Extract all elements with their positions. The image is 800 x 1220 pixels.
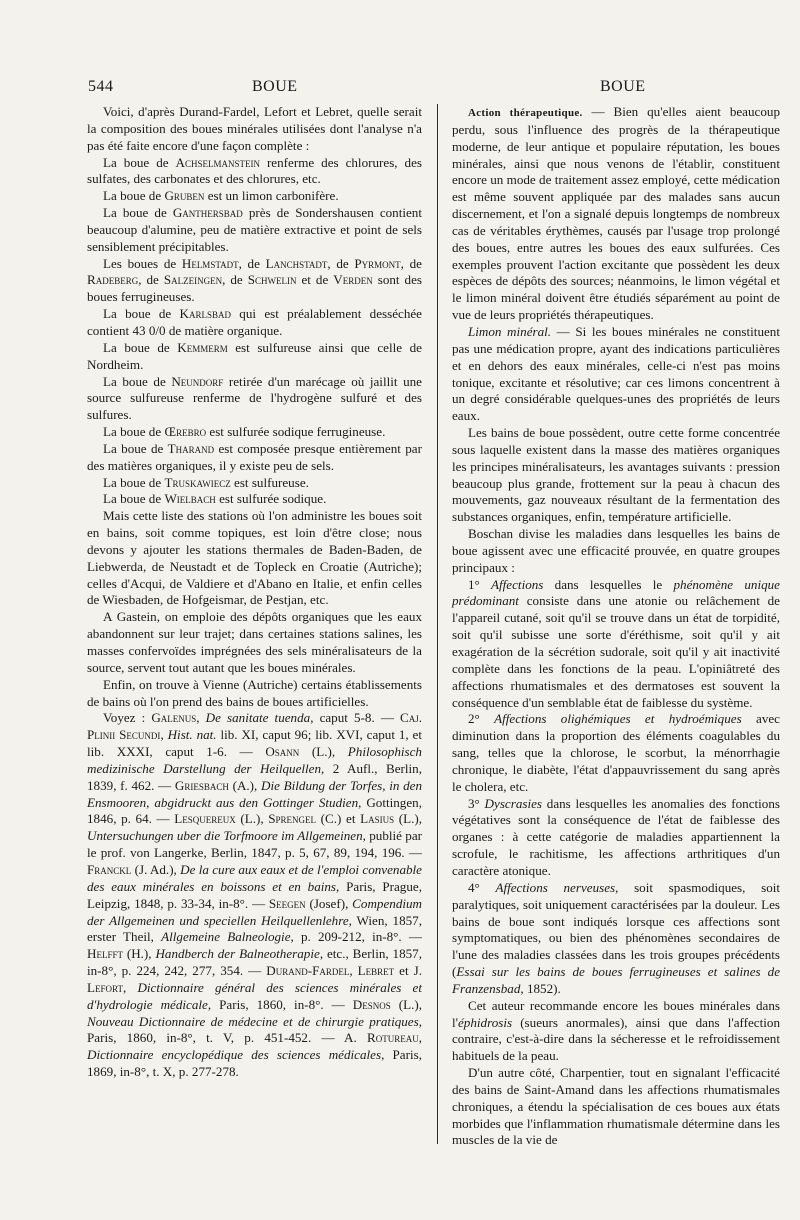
intro-paragraph: Voici, d'après Durand-Fardel, Lefort et Lebret, quelle serait la composition des boues minérales utilisées dont l'analyse n'a pas été faite encore d'une façon complète : [87, 104, 422, 153]
station-name: Karlsbad [179, 306, 231, 322]
group-1: 1° Affections dans lesquelles le phénomène unique prédominant consiste dans une atonie ou relâchement de l'appareil cutané, soit qu'il se trouve dans un état de torpidité, soit qu'il subisse une sorte d'éréthisme, soit qu'il y ait exagération de la sécrétion sudorale, soit qu'il y ait inactivité complète dans les fonctions de la peau. L'opiniâtreté des affections rhumatismales et des dermatoses est souvent la conséquence d'un semblable état de faiblesse du système. [452, 576, 780, 710]
paragraph-charpentier: D'un autre côté, Charpentier, tout en signalant l'efficacité des bains de Saint-Amand dans les affections rhumatismales chroniques, a étendu la spécialisation de ces boues aux états morbides que l'inflammation rhumatismale détermine dans les muscles de la vie de [452, 1065, 780, 1148]
list-item: La boue de Ganthersbad près de Sondershausen contient beaucoup d'alumine, peu de matière extractive et point de sels sensiblement précipitables. [87, 205, 422, 254]
station-name: Schwelin [247, 272, 297, 288]
paragraph-gastein: A Gastein, on emploie des dépôts organiques que les eaux abandonnent sur leur trajet; dans certaines stations salines, les masses confervoïdes imprégnées des sels minéralisateurs de la source, servent tout autant que les boues minérales. [87, 609, 422, 675]
group-3: 3° Dyscrasies dans lesquelles les anomalies des fonctions végétatives sont la conséquence de l'état de faiblesse des organes : à cette catégorie de maladies appartiennent la scrofule, le rachitisme, les affections arthritiques d'un caractère atonique. [452, 795, 780, 878]
list-item: La boue de Wielbach est sulfurée sodique. [103, 491, 327, 507]
station-name: Helmstadt, [181, 255, 248, 271]
list-item: La boue de Tharand est composée presque entièrement par des matières organiques, il y existe peu de sels. [87, 440, 422, 473]
paragraph-limon: Limon minéral. — Si les boues minérales ne constituent pas une médication propre, ayant des indications particulières et en dehors des eaux minérales, celle-ci n'est pas moins tonique, excitante et résolutive; car ces limons concentrent à un degré considérable quelques-unes des propriétés de leurs eaux. [452, 323, 780, 424]
list-item: La boue de Achselmanstein renferme des chlorures, des sulfates, des carbonates et des chlorures, etc. [87, 154, 422, 187]
station-name: Radeberg [87, 272, 139, 288]
paragraph-bains: Les bains de boue possèdent, outre cette forme concentrée sous laquelle existent dans la masse des matières organiques les principes minéralisateurs, les avantages suivants : pression beaucoup plus grande, frottement sur la peau à chacun des mouvements, gaz nouveaux résultant de la fermentation des substances organiques, enfin, température artificielle. [452, 425, 780, 525]
station-name: Achselmanstein [175, 154, 260, 170]
column-divider [437, 104, 438, 1144]
list-item: La boue de Neundorf retirée d'un marécage où jaillit une source sulfureuse renferme de l'hydrogène sulfuré et des sulfures. [87, 373, 422, 423]
station-name: Salzeingen [163, 272, 223, 288]
list-item: La boue de Karlsbad qui est préalablement desséchée contient 43 0/0 de matière organique. [87, 306, 422, 338]
list-item: Les boues de Helmstadt, de Lanchstadt, de Pyrmont, de Radeberg, de Salzeingen, de Schwelin et de Verden sont des boues ferrugineuses. [87, 255, 422, 305]
left-column [87, 104, 422, 1081]
paragraph-vienne: Enfin, on trouve à Vienne (Autriche) certains établissements de bains où l'on prend des bains de boues artificielles. [87, 676, 422, 709]
page-number: 544 [88, 78, 114, 95]
station-name: Neundorf [171, 373, 224, 389]
paragraph-auteur: Cet auteur recommande encore les boues minérales dans l'éphidrosis (sueurs anormales), ainsi que dans l'affection contraire, c'est-à-dire dans la sécheresse et le refroidissement habituels de la peau. [452, 997, 780, 1064]
station-name: Lanchstadt [265, 255, 328, 271]
station-name: Ganthersbad [172, 205, 243, 221]
right-column [452, 104, 780, 1149]
paragraph-boschan: Boschan divise les maladies dans lesquelles les bains de boue agissent avec une efficacité prouvée, en quatre groupes principaux : [452, 526, 780, 575]
station-name: Pyrmont [354, 255, 401, 271]
paragraph-action: Action thérapeutique. — Bien qu'elles aient beaucoup perdu, sous l'influence des progrès de la thérapeutique moderne, de leur antique et populaire réputation, les boues minérales, ainsi que nous venons de l'établir, constituent encore un mode de traitement assez employé, cette médication est même souvent appliquée par des malades sans aucun discernement, et l'on a signalé depuis longtemps de nombreux cas de véritables érythèmes, causés par l'usage trop prolongé des boues, entre autres les boues des eaux sulfurées. Ces exemples prouvent l'action excitante que possèdent les deux espèces de dépôts des sources; néanmoins, le limon végétal et le limon minéral doivent être étudiés séparément au point de vue de leurs propriétés thérapeutiques. [452, 104, 780, 323]
right-running-title: BOUE [600, 78, 646, 95]
bibliography: Voyez : Galenus, De sanitate tuenda, caput 5-8. — Caj. Plinii Secundi, Hist. nat. lib. XI, caput 96; lib. XVI, caput 1, et lib. XXXI, caput 1-6. — Osann (L.), Philosophisch medizinische Darstellung der Heilquellen, 2 Aufl., Berlin, 1839, f. 462. — Griesbach (A.), Die Bildung der Torfes, in den Ensmooren, abgidruckt aus den Gottinger Studien, Gottingen, 1846, p. 64. — Lesquereux (L.), Sprengel (C.) et Lasius (L.), Untersuchungen uber die Torfmoore im Allgemeinen, publié par le prof. von Langerke, Berlin, 1847, p. 5, 67, 89, 194, 196. — Franckl (J. Ad.), De la cure aux eaux et de l'emploi convenable des eaux minérales en boissons et en bains, Paris, Prague, Leipzig, 1848, p. 33-34, in-8°. — Seegen (Josef), Compendium der Allgemeinen und speciellen Heilquellenlehre, Wien, 1857, erster Theil, Allgemeine Balneologie, p. 209-212, in-8°. — Helfft (H.), Handberch der Balneotherapie, etc., Berlin, 1857, in-8°, p. 224, 242, 277, 354. — Durand-Fardel, Lebret et J. Lefort, Dictionnaire général des sciences minérales et d'hydrologie médicale, Paris, 1860, in-8°. — Desnos (L.), Nouveau Dictionnaire de médecine et de chirurgie pratiques, Paris, 1860, in-8°, t. V, p. 451-452. — A. Rotureau, Dictionnaire encyclopédique des sciences médicales, Paris, 1869, in-8°, t. X, p. 277-278. [87, 710, 423, 1080]
group-4: 4° Affections nerveuses, soit spasmodiques, soit paralytiques, soit uniquement caractérisées par la douleur. Les bains de boue sont indiqués lorsque ces affections sont symptomatiques, ou bien des phénomènes secondaires de l'une des maladies classées dans les trois groupes précédents (Essai sur les bains de boues ferrugineuses et salines de Franzensbad, 1852). [452, 879, 781, 996]
station-name: Verden [333, 272, 373, 288]
list-item: La boue de Gruben est un limon carbonifère. [103, 188, 339, 204]
station-name: Kemmerm [177, 339, 228, 355]
station-name: Gruben [164, 188, 205, 204]
section-heading: Limon minéral. [468, 323, 552, 339]
list-item: La boue de Kemmerm est sulfureuse ainsi que celle de Nordheim. [87, 339, 422, 372]
station-name: Wielbach [164, 491, 216, 507]
left-running-title: BOUE [252, 78, 298, 95]
paragraph-stations: Mais cette liste des stations où l'on administre les boues soit en bains, soit comme topiques, est loin d'être close; nous devons y ajouter les stations thermales de Baden-Baden, de Liebwerda, de Neustadt et de Topleck en Croatie (Autriche); celles d'Acqui, de Valdiere et d'Abano en Italie, et enfin celles de Wiesbaden, de Hofgeismar, de Pestjan, etc. [87, 508, 422, 608]
station-name: Truskawiecz [164, 474, 231, 490]
list-item: La boue de Truskawiecz est sulfureuse. [103, 474, 309, 490]
group-2: 2° Affections olighémiques et hydroémiques avec diminution dans la proportion des éléments coagulables du sang, telles que la chlorose, le scorbut, la ménorrhagie chronique, le diabète, l'état d'appauvrissement du sang après le cholera, etc. [452, 711, 780, 794]
list-item: La boue de Œrebro est sulfurée sodique ferrugineuse. [103, 424, 386, 440]
station-name: Tharand [167, 440, 215, 456]
section-heading: Action thérapeutique. [468, 107, 583, 119]
station-name: Œrebro [164, 424, 207, 440]
